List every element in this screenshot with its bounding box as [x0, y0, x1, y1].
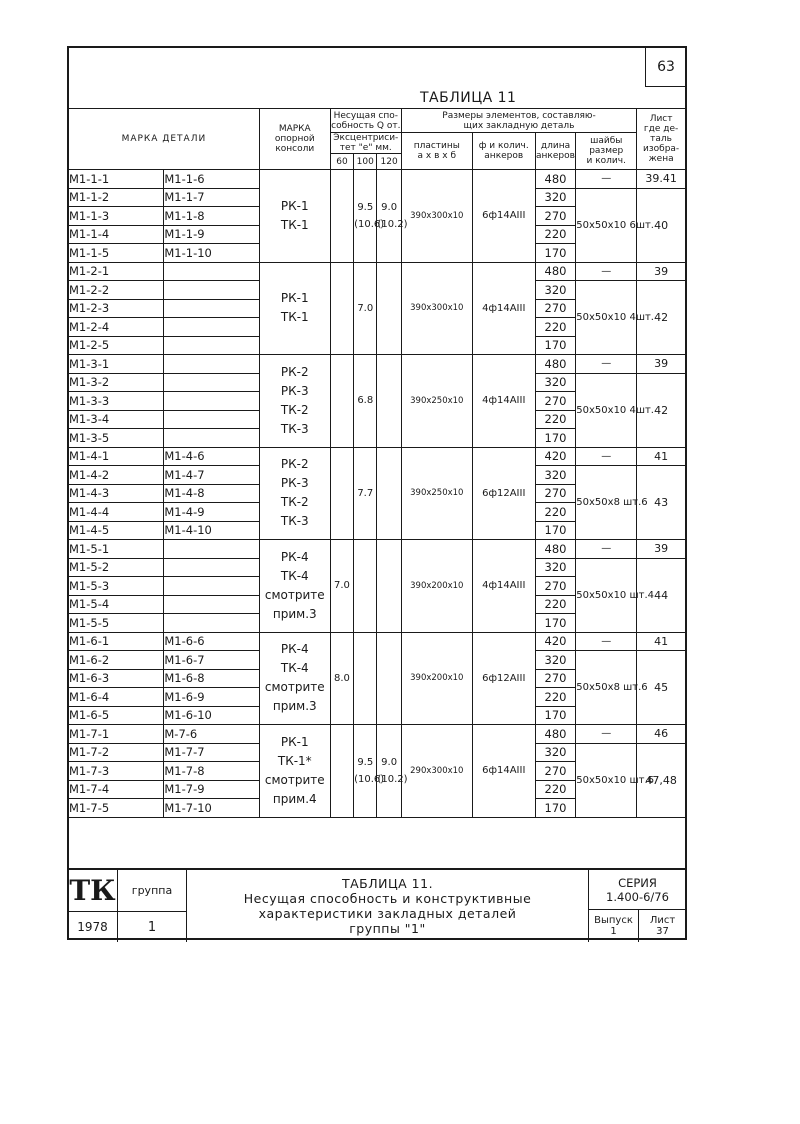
part-mark-alt [164, 355, 259, 374]
part-mark-alt: М1-4-8 [164, 484, 259, 503]
plate-size: 390х250х10 [401, 447, 472, 540]
page-number: 63 [645, 48, 686, 87]
washers-top: — [576, 540, 637, 559]
part-mark-alt: М1-7-9 [164, 780, 259, 799]
part-mark: М1-1-4 [69, 225, 164, 244]
capacity-e100: 7.0 [354, 262, 377, 355]
capacity-e120 [377, 540, 401, 633]
anchor-length: 320 [535, 373, 576, 392]
part-mark: М1-4-4 [69, 503, 164, 522]
anchor-length: 220 [535, 318, 576, 337]
part-mark-alt: М1-1-6 [164, 170, 259, 189]
anchor-length: 320 [535, 743, 576, 762]
washers: 50х50х10 шт.6 [576, 743, 637, 817]
series-label: СЕРИЯ [618, 875, 657, 890]
part-mark: М1-4-5 [69, 521, 164, 540]
part-mark: М1-7-4 [69, 780, 164, 799]
console-line: смотрите [264, 587, 325, 602]
sheet-ref: 42 [637, 373, 686, 447]
part-mark-alt [164, 262, 259, 281]
part-mark: М1-2-1 [69, 262, 164, 281]
plate-size: 390х300х10 [401, 262, 472, 355]
anchor-length: 320 [535, 558, 576, 577]
issue-label: Выпуск [594, 915, 633, 926]
part-mark: М1-7-5 [69, 799, 164, 818]
part-mark: М1-3-2 [69, 373, 164, 392]
part-mark-alt: М1-4-7 [164, 466, 259, 485]
part-mark-alt: М1-4-10 [164, 521, 259, 540]
anchor-length: 170 [535, 336, 576, 355]
capacity-e120 [377, 447, 401, 540]
part-mark: М1-3-4 [69, 410, 164, 429]
anchor-length: 270 [535, 577, 576, 596]
sheet-ref: 45 [637, 651, 686, 725]
anchor-length: 170 [535, 521, 576, 540]
console-line: РК-1 [280, 198, 309, 213]
header-part-mark: МАРКА ДЕТАЛИ [69, 109, 260, 170]
anchors: 4ф14АIII [472, 355, 535, 448]
sheet-ref-top: 41 [637, 447, 686, 466]
part-mark: М1-1-5 [69, 244, 164, 263]
anchor-length: 270 [535, 669, 576, 688]
washers-top: — [576, 725, 637, 744]
part-mark-alt: М1-1-9 [164, 225, 259, 244]
plate-size: 390х250х10 [401, 355, 472, 448]
group-value: 1 [118, 912, 187, 942]
table-row [69, 262, 686, 281]
washers: 50х50х10 6шт. [576, 188, 637, 262]
console-line: ТК-3 [280, 421, 309, 436]
header-length: длина анкеров [535, 133, 576, 170]
part-mark: М1-4-1 [69, 447, 164, 466]
anchor-length: 170 [535, 244, 576, 263]
capacity-e120 [377, 262, 401, 355]
console-line: РК-1 [280, 734, 309, 749]
anchor-length: 320 [535, 281, 576, 300]
title-block [68, 868, 686, 942]
sheet-ref-top: 41 [637, 632, 686, 651]
anchors: 4ф14АIII [472, 540, 535, 633]
table-body [69, 170, 686, 818]
part-mark: М1-6-4 [69, 688, 164, 707]
part-mark: М1-4-2 [69, 466, 164, 485]
anchor-length: 270 [535, 762, 576, 781]
console-line: ТК-4 [280, 568, 309, 583]
console-line: РК-1 [280, 291, 309, 306]
header-capacity: Несущая спо- собность Q от. [331, 110, 401, 131]
anchor-length: 170 [535, 614, 576, 633]
part-mark-alt: М1-6-9 [164, 688, 259, 707]
tk-logo: ТК [69, 874, 116, 907]
header-ecc-120: 120 [377, 154, 401, 170]
console-line: ТК-1 [280, 310, 309, 325]
capacity-e100: 9.5 (10.6) [354, 170, 377, 263]
header-anchors: ф и колич. анкеров [472, 133, 535, 170]
console-line: РК-3 [280, 476, 309, 491]
stamp-year: 1978 [68, 912, 118, 942]
issue-value: 1 [610, 926, 617, 937]
stamp-issue [589, 910, 639, 942]
stamp-title [187, 870, 589, 942]
part-mark: М1-3-5 [69, 429, 164, 448]
header-console-mark: МАРКА опорной консоли [259, 109, 330, 170]
part-mark: М1-5-5 [69, 614, 164, 633]
capacity-e100 [354, 540, 377, 633]
part-mark-alt: М1-4-6 [164, 447, 259, 466]
header-washers: шайбы размер и колич. [576, 133, 637, 170]
part-mark-alt: М1-6-8 [164, 669, 259, 688]
part-mark: М1-1-3 [69, 207, 164, 226]
console-mark [259, 540, 330, 633]
stamp-title-line2: Несущая способность и конструктивные [243, 891, 532, 906]
part-mark-alt [164, 299, 259, 318]
part-mark: М1-2-2 [69, 281, 164, 300]
washers-top: — [576, 262, 637, 281]
table-row [69, 170, 686, 189]
table-title: ТАБЛИЦА 11 [420, 90, 517, 106]
console-mark [259, 725, 330, 818]
table-row [69, 725, 686, 744]
console-line: РК-3 [280, 383, 309, 398]
anchor-length: 320 [535, 188, 576, 207]
stamp-title-line4: группы "1" [349, 921, 426, 936]
capacity-e100: 6.8 [354, 355, 377, 448]
console-mark [259, 262, 330, 355]
console-line: прим.3 [272, 606, 317, 621]
anchors: 6ф14АIII [472, 170, 535, 263]
console-line: ТК-4 [280, 661, 309, 676]
sheet-ref-top: 46 [637, 725, 686, 744]
part-mark-alt: М1-7-8 [164, 762, 259, 781]
console-line: прим.3 [272, 699, 317, 714]
console-line: РК-2 [280, 364, 309, 379]
part-mark-alt: М1-1-8 [164, 207, 259, 226]
capacity-e100 [354, 632, 377, 725]
part-mark-alt [164, 318, 259, 337]
capacity-e60 [330, 447, 353, 540]
anchor-length: 220 [535, 780, 576, 799]
capacity-e60 [330, 355, 353, 448]
table-row [69, 447, 686, 466]
part-mark-alt: М1-7-7 [164, 743, 259, 762]
anchor-length: 220 [535, 225, 576, 244]
part-mark-alt: М1-6-6 [164, 632, 259, 651]
part-mark: М1-6-1 [69, 632, 164, 651]
anchor-length: 220 [535, 503, 576, 522]
capacity-e100: 7.7 [354, 447, 377, 540]
part-mark: М1-6-2 [69, 651, 164, 670]
part-mark: М1-1-1 [69, 170, 164, 189]
anchor-length: 420 [535, 632, 576, 651]
part-mark-alt: М1-6-7 [164, 651, 259, 670]
console-line: прим.4 [272, 791, 317, 806]
anchor-length: 220 [535, 595, 576, 614]
sheet-ref: 40 [637, 188, 686, 262]
part-mark: М1-2-4 [69, 318, 164, 337]
part-mark-alt [164, 281, 259, 300]
part-mark: М1-7-2 [69, 743, 164, 762]
part-mark: М1-7-3 [69, 762, 164, 781]
header-plates: пластины а х в х б [401, 133, 472, 170]
group-label: группа [118, 870, 187, 912]
part-mark: М1-2-5 [69, 336, 164, 355]
part-mark-alt: М1-1-7 [164, 188, 259, 207]
washers: 50х50х10 4шт. [576, 373, 637, 447]
part-mark: М1-7-1 [69, 725, 164, 744]
console-mark [259, 632, 330, 725]
sheet-ref: 44 [637, 558, 686, 632]
part-mark: М1-1-2 [69, 188, 164, 207]
washers: 50х50х10 4шт. [576, 281, 637, 355]
anchors: 4ф14АIII [472, 262, 535, 355]
part-mark: М1-6-3 [69, 669, 164, 688]
anchors: 6ф12АIII [472, 632, 535, 725]
washers: 50х50х10 шт.4 [576, 558, 637, 632]
anchor-length: 170 [535, 429, 576, 448]
anchor-length: 480 [535, 170, 576, 189]
sheet-ref: 42 [637, 281, 686, 355]
anchor-length: 320 [535, 466, 576, 485]
console-line: смотрите [264, 772, 325, 787]
sheet-ref-top: 39 [637, 355, 686, 374]
part-mark: М1-3-3 [69, 392, 164, 411]
part-mark-alt: М1-7-10 [164, 799, 259, 818]
part-mark: М1-3-1 [69, 355, 164, 374]
console-line: РК-4 [280, 642, 309, 657]
part-mark-alt [164, 558, 259, 577]
sheet-ref-top: 39 [637, 262, 686, 281]
anchor-length: 220 [535, 688, 576, 707]
capacity-e120 [377, 632, 401, 725]
capacity-e60: 8.0 [330, 632, 353, 725]
plate-size: 390х200х10 [401, 540, 472, 633]
anchors: 6ф14АIII [472, 725, 535, 818]
main-table [68, 108, 686, 818]
anchor-length: 480 [535, 262, 576, 281]
anchor-length: 170 [535, 706, 576, 725]
console-mark [259, 447, 330, 540]
washers-top: — [576, 170, 637, 189]
part-mark-alt [164, 410, 259, 429]
console-line: ТК-2 [280, 402, 309, 417]
plate-size: 390х300х10 [401, 170, 472, 263]
part-mark-alt [164, 373, 259, 392]
anchor-length: 270 [535, 299, 576, 318]
anchor-length: 480 [535, 725, 576, 744]
console-line: ТК-1 [280, 217, 309, 232]
console-line: смотрите [264, 680, 325, 695]
part-mark-alt [164, 540, 259, 559]
capacity-e60 [330, 170, 353, 263]
anchors: 6ф12АIII [472, 447, 535, 540]
washers-top: — [576, 447, 637, 466]
capacity-e120: 9.0 (10.2) [377, 725, 401, 818]
anchor-length: 320 [535, 651, 576, 670]
console-line: ТК-3 [280, 514, 309, 529]
header-sheet: Лист где де- таль изобра- жена [637, 109, 686, 170]
stamp-title-line3: характеристики закладных деталей [258, 906, 517, 921]
part-mark-alt: М-7-6 [164, 725, 259, 744]
capacity-e100: 9.5 (10.6) [354, 725, 377, 818]
washers: 50х50х8 шт.6 [576, 466, 637, 540]
console-line: РК-2 [280, 457, 309, 472]
anchor-length: 270 [535, 207, 576, 226]
part-mark-alt [164, 336, 259, 355]
part-mark: М1-4-3 [69, 484, 164, 503]
part-mark-alt [164, 429, 259, 448]
stamp-sheet-value: 37 [656, 926, 669, 937]
table-row [69, 540, 686, 559]
sheet-ref-top: 39.41 [637, 170, 686, 189]
stamp-sheet [639, 910, 686, 942]
console-mark [259, 355, 330, 448]
washers-top: — [576, 355, 637, 374]
anchor-length: 170 [535, 799, 576, 818]
part-mark: М1-5-4 [69, 595, 164, 614]
washers-top: — [576, 632, 637, 651]
part-mark: М1-5-1 [69, 540, 164, 559]
header-elements: Размеры элементов, составляю- щих закладную деталь [401, 109, 636, 133]
anchor-length: 480 [535, 540, 576, 559]
anchor-length: 480 [535, 355, 576, 374]
console-line: ТК-2 [280, 495, 309, 510]
header-ecc-100: 100 [354, 154, 377, 170]
anchor-length: 270 [535, 484, 576, 503]
plate-size: 290х300х10 [401, 725, 472, 818]
capacity-e60 [330, 725, 353, 818]
stamp-sheet-label: Лист [649, 915, 676, 926]
series-value: 1.400-6/76 [606, 889, 669, 904]
console-line: РК-4 [280, 549, 309, 564]
sheet-ref: 47,48 [637, 743, 686, 817]
part-mark-alt [164, 577, 259, 596]
console-mark [259, 170, 330, 263]
anchor-length: 220 [535, 410, 576, 429]
part-mark-alt: М1-1-10 [164, 244, 259, 263]
capacity-e120: 9.0 (10.2) [377, 170, 401, 263]
sheet-ref-top: 39 [637, 540, 686, 559]
part-mark: М1-2-3 [69, 299, 164, 318]
part-mark-alt [164, 595, 259, 614]
anchor-length: 270 [535, 392, 576, 411]
anchor-length: 420 [535, 447, 576, 466]
console-line: ТК-1* [277, 753, 312, 768]
header-ecc-60: 60 [330, 154, 353, 170]
stamp-series [589, 870, 686, 910]
part-mark-alt [164, 392, 259, 411]
stamp-title-line1: ТАБЛИЦА 11. [341, 876, 434, 891]
part-mark: М1-5-2 [69, 558, 164, 577]
part-mark: М1-6-5 [69, 706, 164, 725]
sheet-ref: 43 [637, 466, 686, 540]
part-mark-alt: М1-4-9 [164, 503, 259, 522]
plate-size: 390х200х10 [401, 632, 472, 725]
washers: 50х50х8 шт.6 [576, 651, 637, 725]
part-mark-alt [164, 614, 259, 633]
table-row [69, 355, 686, 374]
capacity-e120 [377, 355, 401, 448]
capacity-e60: 7.0 [330, 540, 353, 633]
table-row [69, 632, 686, 651]
part-mark-alt: М1-6-10 [164, 706, 259, 725]
capacity-e60 [330, 262, 353, 355]
part-mark: М1-5-3 [69, 577, 164, 596]
header-eccentricity: Эксцентриси- тет "e" мм. [330, 133, 401, 154]
